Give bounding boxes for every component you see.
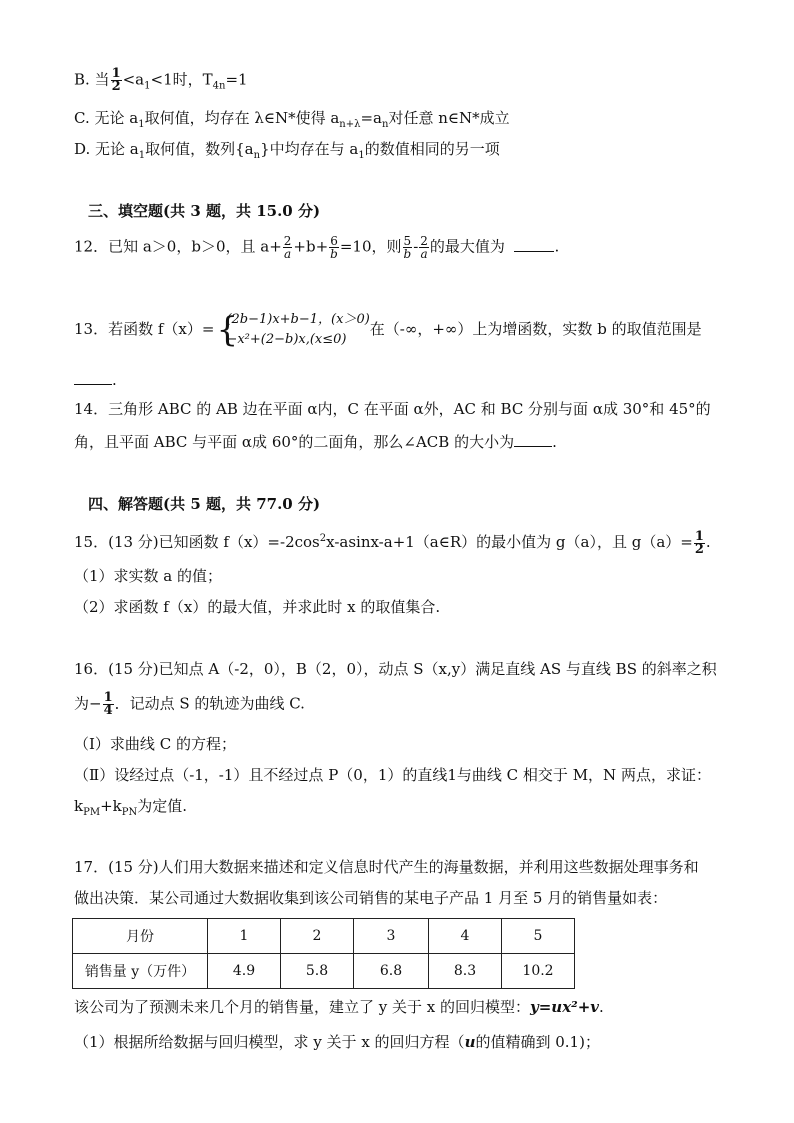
- left-brace-icon: {: [216, 310, 239, 350]
- answer-blank[interactable]: [514, 432, 552, 447]
- fraction: $\frac{5}{b}$: [403, 234, 412, 261]
- fraction: $\frac{6}{b}$: [330, 234, 338, 261]
- section-title-solutions: 四、解答题(共 5 题，共 77.0 分): [88, 495, 321, 513]
- table-cell: 3: [354, 919, 429, 954]
- question-14-line-2: 角，且平面 ABC 与平面 α成 60°的二面角，那么∠ACB 的大小为 .: [74, 433, 557, 451]
- table-cell: 4: [429, 919, 502, 954]
- table-cell: 8.3: [429, 954, 502, 989]
- table-header-cell: 销售量 y（万件）: [73, 954, 208, 989]
- piecewise-function: { (2b−1)x+b−1，(x＞0) −x²+(2−b)x,(x≤0): [216, 310, 370, 350]
- question-16-part-2-cont: $k_{PM}+k_{PN}$为定值.: [74, 797, 187, 818]
- question-16-line-1: 16．(15 分)已知点 A（-2，0），B（2，0），动点 S（x,y）满足直线 AS 与直线 BS 的斜率之积: [74, 660, 717, 678]
- question-13-answer: .: [74, 369, 117, 391]
- answer-blank[interactable]: [514, 237, 554, 252]
- fraction: $\frac{1}{2}$: [111, 66, 121, 94]
- question-17-line-2: 做出决策．某公司通过大数据收集到该公司销售的某电子产品 1 月至 5 月的销售量如表：: [74, 889, 668, 907]
- question-17-part-1: （1）根据所给数据与回归模型，求 y 关于 x 的回归方程（u的值精确到 0.1)；: [74, 1033, 600, 1051]
- question-15-part-1: （1）求实数 a 的值；: [74, 567, 223, 585]
- fraction: $\frac{2}{a}$: [420, 234, 428, 261]
- answer-blank[interactable]: [74, 370, 112, 385]
- option-d: D. 无论 $a_1$取何值，数列$\{a_n\}$中均存在与 $a_1$的数值相同的另一项: [74, 140, 500, 161]
- table-cell: 5.8: [281, 954, 354, 989]
- table-row: [73, 919, 575, 954]
- question-12: 12．已知 a＞0，b＞0，且 a+ $\frac{2}{a}$ +b+ $\frac{6}{b}$ =10，则 $\frac{5}{b}$ - $\frac{2}{a}$ 的最大值为 .: [74, 234, 560, 261]
- table-header-cell: 月份: [73, 919, 208, 954]
- fraction: $\frac{1}{2}$: [694, 528, 704, 557]
- question-15-part-2: （2）求函数 f（x）的最大值，并求此时 x 的取值集合.: [74, 598, 441, 616]
- table-cell: 4.9: [208, 954, 281, 989]
- question-15: 15．(13 分)已知函数 $f(x)=-2\cos^2x-asinx-a+1(a\in R)$的最小值为 g（a），且 g（a）= $\frac{1}{2}$ .: [74, 528, 711, 557]
- question-16-part-2: （Ⅱ）设经过点（-1，-1）且不经过点 P（0，1）的直线1与曲线 C 相交于 M，N 两点，求证：: [74, 766, 711, 784]
- fraction: $\frac{2}{a}$: [283, 234, 292, 261]
- option-b: B. 当 $\frac{1}{2}$ $<a_1<1$时，$T_{4n}=1$: [74, 66, 248, 94]
- table-cell: 6.8: [354, 954, 429, 989]
- sales-table: [72, 918, 575, 989]
- table-row: [73, 954, 575, 989]
- table-cell: 1: [208, 919, 281, 954]
- question-17-line-1: 17．(15 分)人们用大数据来描述和定义信息时代产生的海量数据，并利用这些数据处理事务和: [74, 858, 699, 876]
- option-c: C. 无论 $a_1$取何值，均存在 λ∈N*使得 $a_{n+\lambda}=a_n$对任意 n∈N*成立: [74, 109, 510, 130]
- table-cell: 5: [502, 919, 575, 954]
- regression-model: y=ux²+v: [530, 998, 600, 1016]
- question-16-line-2: 为− $\frac{1}{4}$ ．记动点 S 的轨迹为曲线 C.: [74, 690, 305, 718]
- table-cell: 10.2: [502, 954, 575, 989]
- question-16-part-1: （Ⅰ）求曲线 C 的方程；: [74, 735, 236, 753]
- question-13: 13．若函数 f（x）= { (2b−1)x+b−1，(x＞0) −x²+(2−b)x,(x≤0) 在（-∞，+∞）上为增函数，实数 b 的取值范围是: [74, 310, 702, 350]
- question-14-line-1: 14．三角形 ABC 的 AB 边在平面 α内，C 在平面 α外，AC 和 BC 分别与面 α成 30°和 45°的: [74, 400, 711, 418]
- question-17-line-3: 该公司为了预测未来几个月的销售量，建立了 y 关于 x 的回归模型：y=ux²+v.: [74, 998, 604, 1016]
- section-title-fill-in: 三、填空题(共 3 题，共 15.0 分): [88, 202, 321, 220]
- table-cell: 2: [281, 919, 354, 954]
- fraction: $\frac{1}{4}$: [103, 690, 113, 718]
